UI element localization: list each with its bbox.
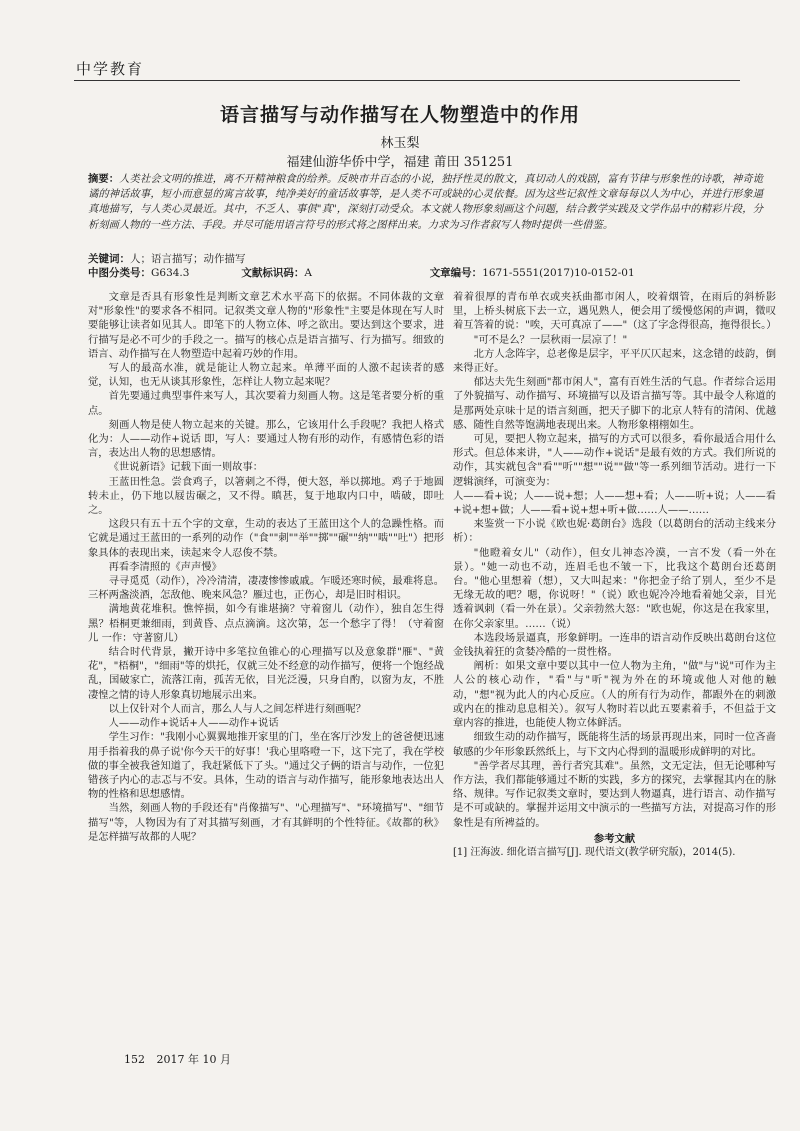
- keywords: [88, 251, 246, 266]
- article-affiliation: 福建仙游华侨中学，福建 莆田 351251: [286, 155, 514, 170]
- paragraph: 学生习作："我刚小心翼翼地推开家里的门，坐在客厅沙发上的爸爸便迅速用手指着我的鼻子说'你今天干的好事！'我心里咯噔一下，这下完了，我在学校做的事全被我爸知道了，我赶紧低下了头。"通过父子俩的语言与动作，一位犯错孩子内心的志忑与不安。具体，生动的语言与动作描写，能形象地表达出人物的性格和思想感情。: [88, 731, 444, 801]
- paragraph: 郁达夫先生刻画"都市闲人"，富有百姓生活的气息。作者综合运用了外貌描写、动作描写、环境描写以及语言描写等。其中最令人称道的是那两处京味十足的语言刻画，把天子脚下的北京人特有的清闲、优越感、随性自然等饱满地表现出来。人物形象栩栩如生。: [453, 376, 776, 431]
- article-title: 语言描写与动作描写在人物塑造中的作用: [219, 104, 580, 126]
- paragraph: 阐析：如果文章中要以其中一位人物为主角，"做"与"说"可作为主人公的核心动作，"看"与"听"视为外在的环境或他人对他的触动，"想"视为此人的内心反应。（人的所有行为动作，都跟外在的刺激或内在的推动息息相关）。叙写人物时若以此五要素着手，不但益于文章内容的推进，也能使人物立体鲜活。: [453, 660, 776, 730]
- paragraph: 当然，刻画人物的手段还有"肖像描写"、"心理描写"、"环境描写"、"细节描写"等，人物因为有了对其描写刻画，才有其鲜明的个性特征。《故都的秋》是怎样描写故都的人呢？: [88, 802, 444, 843]
- abstract: [88, 172, 763, 233]
- quote-paragraph: 寻寻觅觅（动作），冷冷清清，凄凄惨惨戚戚。乍暖还寒时候，最难将息。三杯两盏淡酒，怎敌他、晚来风急？雁过也，正伤心，却是旧时相识。: [88, 575, 444, 602]
- quote-paragraph: "他瞪着女儿"（动作），但女儿神态冷漠，一言不发（看一外在景）。"她一动也不动，连眉毛也不皱一下，比我这个葛朗台还葛朗台。"他心里想着（想），又大叫起来："你把金子给了别人，至少不是无缘无故的吧？嗯，你说呀！"（说）欧也妮冷冷地看着她父亲，目光透着讽刺（看一外在景）。父亲勃然大怒："欧也妮，你这是在我家里，在你父亲家里。……（说）: [453, 546, 776, 630]
- keywords-label: 关键词：: [88, 253, 130, 265]
- quote-paragraph: 满地黄花堆积。憔悴损，如今有谁堪摘？守着窗儿（动作），独自怎生得黑？梧桐更兼细雨，到黄昏、点点滴滴。这次第，怎一个愁字了得！（守着窗儿 一作：守著窗儿）: [88, 603, 444, 644]
- paragraph: 北方人念阵字，总老像是层字，平平仄仄起来，这念错的歧韵，倒来得正好。: [453, 347, 776, 375]
- reference-item: [1] 汪海波. 细化语言描写[J]. 现代语文(教学研究版)，2014(5).: [453, 846, 736, 858]
- paragraph: 《世说新语》记载下面一则故事：: [108, 461, 264, 474]
- abstract-text: 人类社会文明的推进，离不开精神粮食的给养。反映市井百态的小说，独抒性灵的散文，真切动人的戏剧，富有节律与形象性的诗歌，神奇诡谲的神话故事，短小而意显的寓言故事，纯净美好的童话故事等，是人类不可或缺的心灵依餐。因为这些记叙性文章每每以人为中心，并进行形象逼真地描写，与人类心灵最近。其中，不乏人、事俱"真"，深刻打动受众。本文就人物形象刻画这个问题，结合教学实践及文学作品中的精彩片段，分析刻画人物的一些方法、手段。并尽可能用语言符号的形式将之图样出来。力求为习作者叙写人物时提供一些借鉴。: [88, 173, 764, 231]
- artno-value: 1671-5551(2017)10-0152-01: [482, 267, 635, 279]
- paragraph: 再看李清照的《声声慢》: [108, 560, 222, 573]
- references-heading: 参考文献: [593, 832, 636, 845]
- formula-line: 人——动作+说话+人——动作+说话: [108, 717, 279, 730]
- page-footer: [124, 1051, 239, 1067]
- quote-paragraph: 王蓝田性急。尝食鸡子，以箸刺之不得，便大怒，举以掷地。鸡子于地圆转未止，仍下地以屐齿碾之，又不得。瞋甚，复于地取内口中，啮破，即吐之。: [88, 475, 444, 517]
- paragraph: 细致生动的动作描写，既能将生活的场景再现出来，同时一位吝啬敏感的少年形象跃然纸上，与下文内心得到的温暖形成鲜明的对比。: [453, 731, 776, 758]
- page-number: 152: [124, 1053, 145, 1066]
- artno-label: 文章编号：: [429, 267, 483, 279]
- paragraph: 来鉴赏一下小说《欧也妮·葛朗台》选段（以葛朗台的活动主线来分析）：: [453, 518, 776, 545]
- quote-paragraph: "可不是么？一层秋雨一层凉了！": [473, 333, 628, 346]
- right-column: [453, 290, 776, 860]
- paragraph: 刻画人物是使人物立起来的关键。那么，它该用什么手段呢？我把人格式化为：人——动作+说话 即，写人：要通过人物有形的动作，有感情色彩的语言，表达出人物的思想感情。: [88, 418, 444, 460]
- keywords-text: 人；语言描写；动作描写: [130, 253, 246, 265]
- formula-line: 人——看+说；人——说+想；人——想+看；人——听+说；人——看+说+想+做；人——看+说+想+听+做……人——……: [453, 489, 776, 517]
- clc-value: G634.3: [151, 267, 190, 279]
- paragraph: 可见，要把人物立起来，描写的方式可以很多，看你最适合用什么形式。但总体来讲，"人——动作+说话"是最有效的方式。我们所说的动作，其实就包含"看""听""想""说""做"等一系列细节活动。进行一下逻辑演绎，可演变为：: [453, 433, 776, 488]
- left-column: [88, 290, 444, 844]
- paragraph: 文章是否具有形象性是判断文章艺术水平高下的依据。不同体裁的文章对"形象性"的要求各不相同。记叙类文章人物的"形象性"主要是体现在写人时要能够让读者如见其人。即笔下的人物立体、呼之欲出。要达到这个要求，进行描写是必不可少的手段之一。描写的核心点是语言描写、行为描写。细致的语言、动作描写在人物塑造中起着巧妙的作用。: [88, 291, 444, 360]
- paragraph: 这段只有五十五个字的文章，生动的表达了王蓝田这个人的急躁性格。而它就是通过王蓝田的一系列的动作（"食""刺""举""掷""碾""纳""啮""吐"）把形象具体的表现出来，读起来令人忍俊不禁。: [88, 518, 444, 559]
- paragraph: 本选段场景逼真，形象鲜明。一连串的语言动作反映出葛朗台这位金钱执着狂的贪婪冷酷的一贯性格。: [453, 631, 776, 659]
- journal-name: 中学教育: [76, 60, 145, 78]
- doccode-label: 文献标识码：: [241, 267, 305, 279]
- doccode-value: A: [304, 267, 312, 279]
- clc-label: 中图分类号：: [88, 267, 151, 279]
- paragraph: 结合时代背景，撇开诗中多笔拉鱼锥心的心理描写以及意象群"雁"、"黄花"，"梧桐"，"细雨"等的烘托，仅就三处不经意的动作描写，便将一个饱经战乱，国破家亡，流落江南，孤苦无依，目光泛漫，只身自酌，以窗为友，不胜凄惶之情的诗人形象真切地展示出来。: [88, 646, 444, 701]
- paragraph: 首先要通过典型事件来写人，其次要着力刻画人物。这是笔者要分析的重点。: [88, 390, 444, 417]
- paragraph: 写人的最高水准，就是能让人物立起来。单薄平面的人激不起读者的感觉，认知，也无从谈其形象性，怎样让人物立起来呢？: [88, 362, 444, 389]
- article-author: 林玉梨: [380, 136, 420, 151]
- paragraph: 以上仅针对个人而言，那么人与人之间怎样进行刻画呢？: [108, 702, 367, 715]
- abstract-label: 摘要：: [88, 173, 120, 185]
- quote-paragraph: 着着很厚的青布单衣或夹袄曲都市闲人，咬着烟管，在雨后的斜桥影里，上桥头树底下去一立，遇见熟人，便会用了缓慢悠闲的声调，微叹着互答着的说："唉，天可真凉了——"（这了字念得很高，拖得很长。）: [453, 291, 777, 332]
- classification-row: [88, 265, 688, 280]
- paragraph: "善学者尽其理，善行者究其难"。虽然，文无定法，但无论哪种写作方法，我们都能够通过不断的实践，多方的探究，去掌握其内在的脉络、规律。写作记叙类文章时，要达到人物逼真，进行语言、动作描写是不可或缺的。掌握并运用文中演示的一些描写方法，对提高习作的形象性是有所裨益的。: [453, 759, 776, 829]
- header-rule: [74, 80, 740, 81]
- issue-date: 2017 年 10 月: [156, 1053, 231, 1066]
